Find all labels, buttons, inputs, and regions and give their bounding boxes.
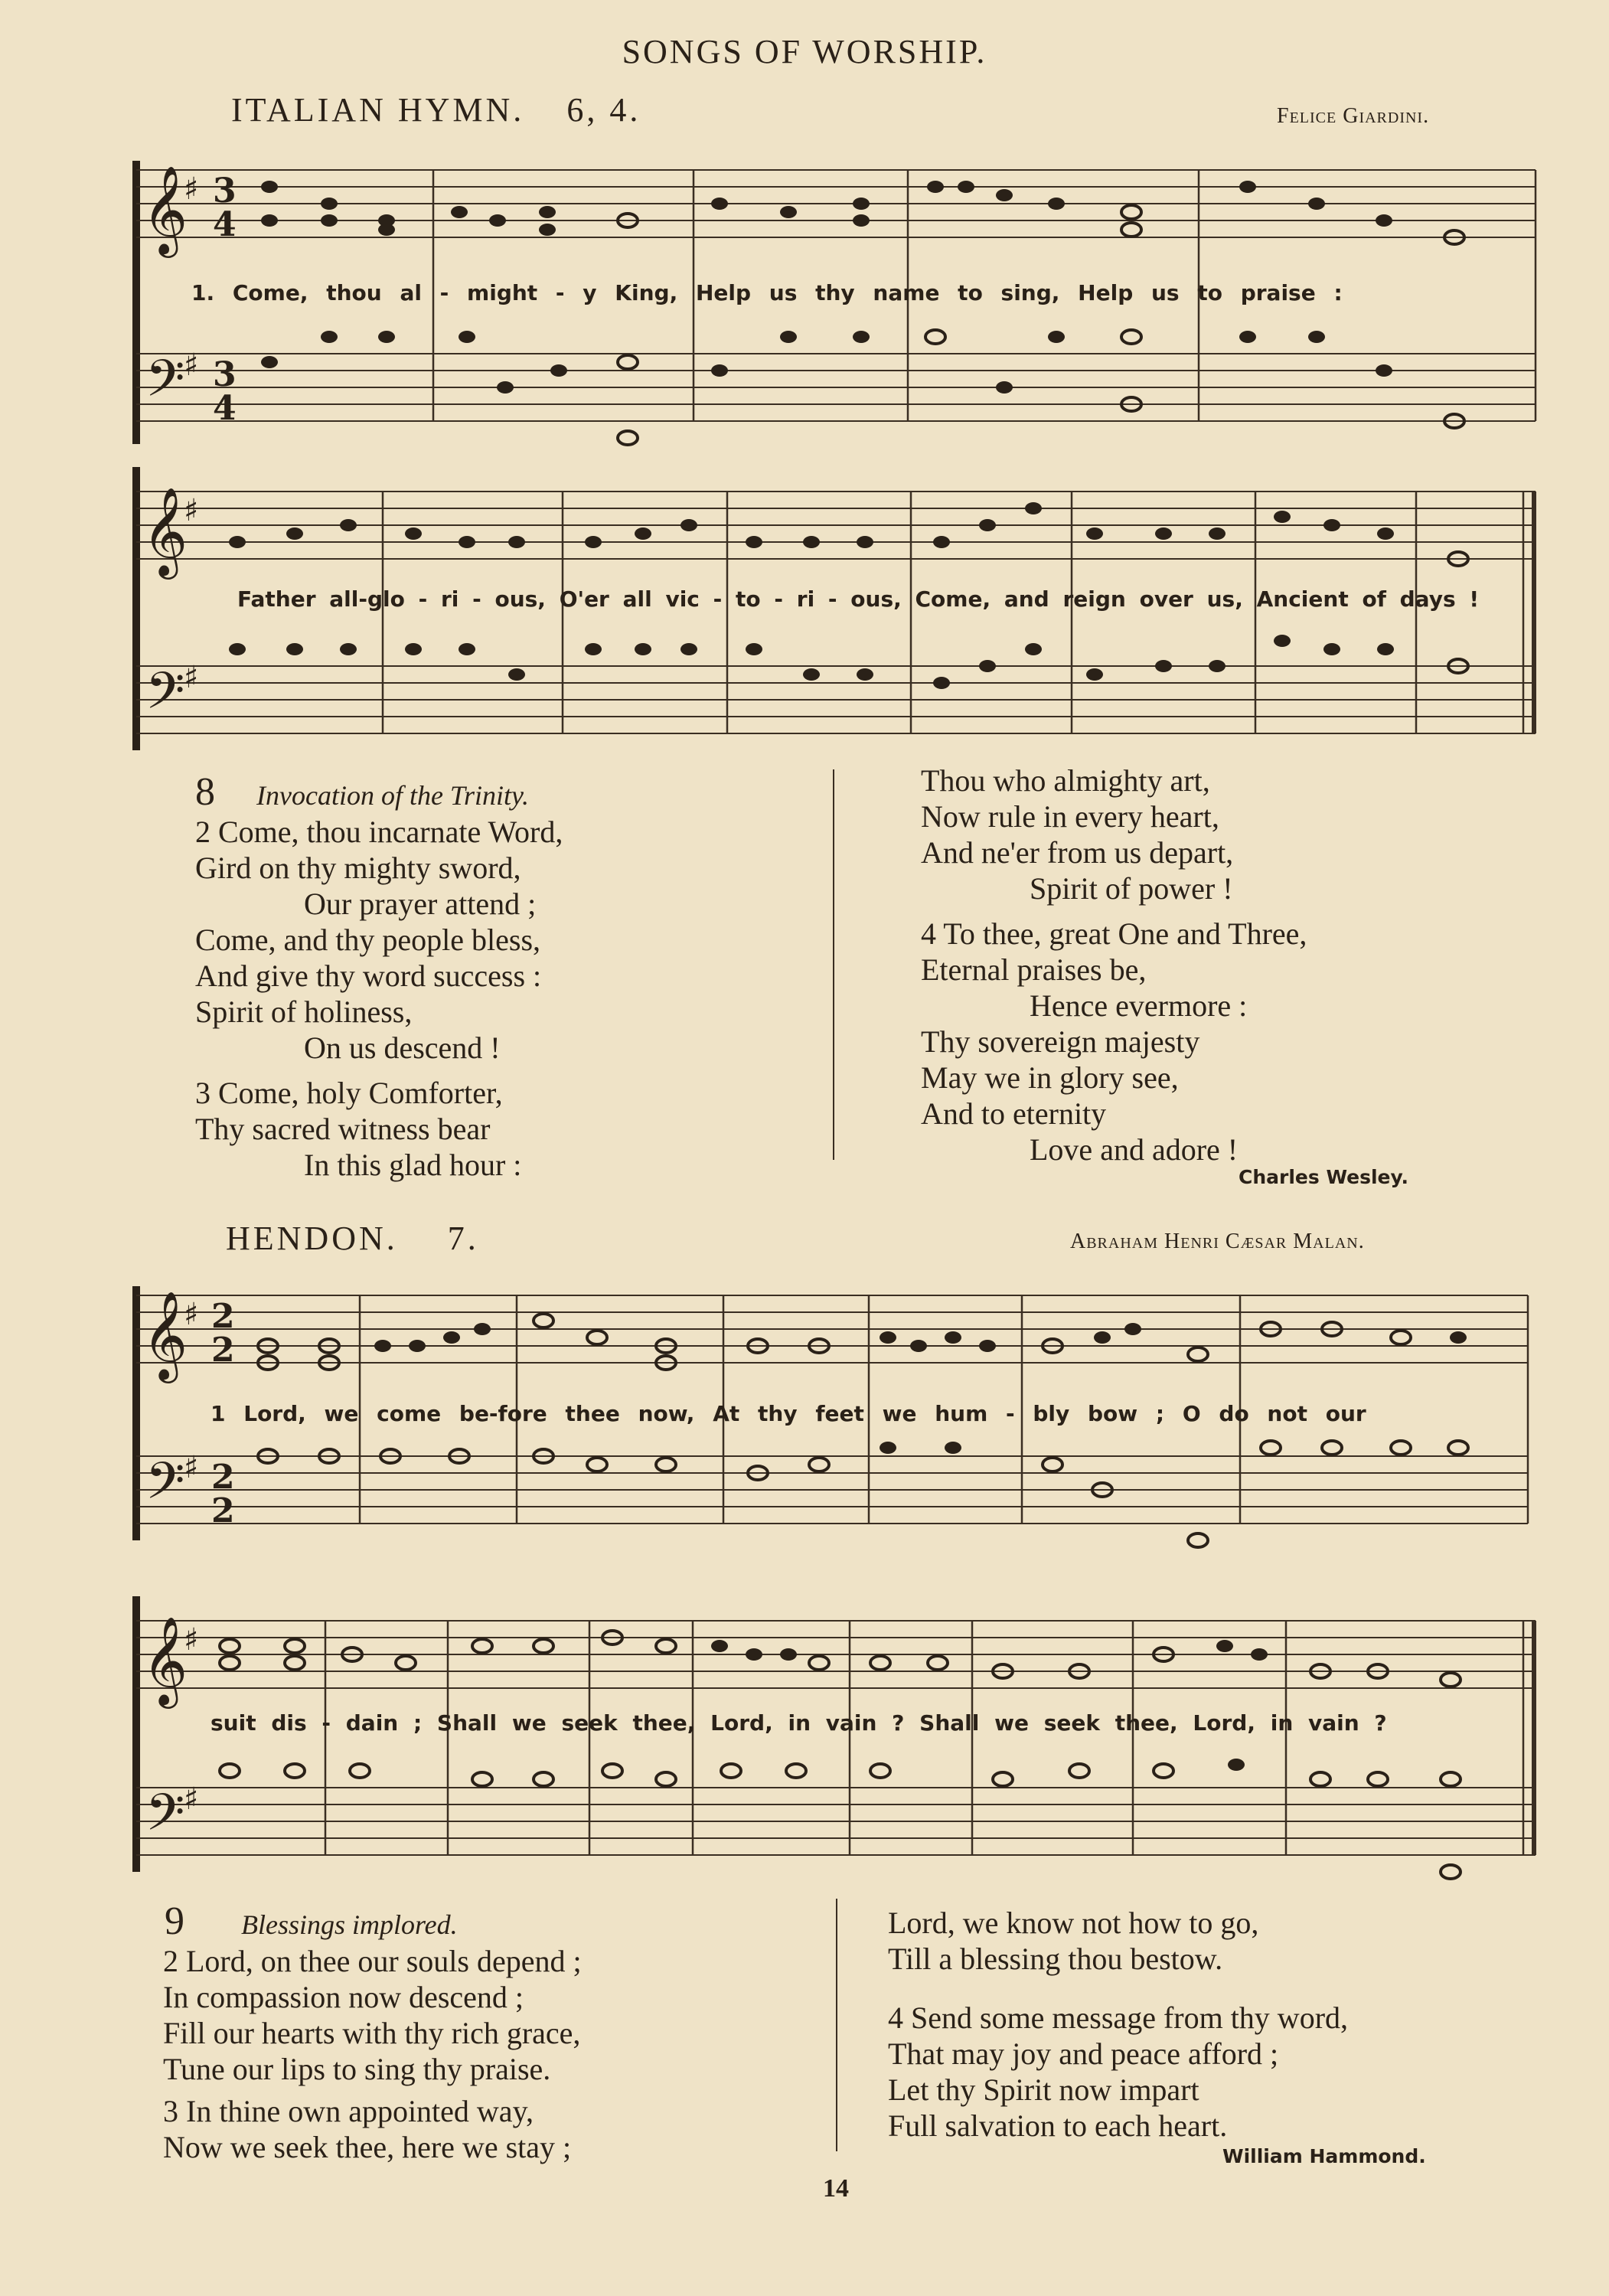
verse-line: Spirit of holiness, — [195, 994, 413, 1029]
verse-line: Now rule in every heart, — [921, 799, 1219, 834]
verse-column-right — [888, 1905, 1348, 2144]
time-signature-bottom: 4 — [213, 205, 237, 244]
notes — [220, 1631, 1461, 1879]
verse-line: In this glad hour : — [304, 1148, 522, 1182]
verse-line: Thou who almighty art, — [921, 763, 1210, 798]
hymn-number: 8 — [195, 770, 215, 814]
verse-line: Eternal praises be, — [921, 952, 1147, 987]
verse-column-left — [163, 1943, 582, 2165]
time-signature-bottom: 4 — [213, 389, 237, 428]
sharp-icon: ♯ — [184, 493, 199, 528]
sharp-icon: ♯ — [184, 1622, 199, 1657]
verse-line: Full salvation to each heart. — [888, 2108, 1228, 2143]
treble-clef-icon: 𝄞 — [142, 1290, 188, 1380]
verse-line: Fill our hearts with thy rich grace, — [163, 2016, 581, 2050]
lyrics-line-1: 1 Lord, we come be-fore thee now, At thy feet we hum - bly bow ; O do not our — [211, 1401, 1366, 1426]
verse-column-left — [195, 814, 563, 1183]
column-divider — [833, 769, 834, 1160]
time-signature-top: 3 — [213, 355, 237, 394]
barlines — [325, 1621, 1534, 1855]
verse-line: Come, and thy people bless, — [195, 923, 541, 957]
composer-credit: Felice Giardini. — [1277, 104, 1430, 128]
running-head: SONGS OF WORSHIP. — [622, 33, 987, 70]
bass-staff — [136, 1788, 1536, 1855]
verse-line: And ne'er from us depart, — [921, 835, 1234, 870]
tune-meter: 6, 4. — [566, 91, 641, 129]
hymn-8-header — [195, 769, 529, 815]
hymn-9-header — [165, 1899, 458, 1944]
time-signature-bottom: 2 — [211, 1491, 235, 1530]
verse-line: Lord, we know not how to go, — [888, 1906, 1259, 1940]
author-credit: William Hammond. — [1222, 2145, 1426, 2167]
bass-staff — [136, 666, 1536, 733]
sharp-icon: ♯ — [184, 171, 199, 207]
bass-clef-icon: 𝄢 — [145, 661, 185, 733]
composer-credit: Abraham Henri Cæsar Malan. — [1070, 1230, 1365, 1253]
treble-clef-icon: 𝄞 — [142, 486, 188, 576]
music-system-2 — [0, 459, 1609, 766]
verse-line: 4 To thee, great One and Three, — [921, 916, 1307, 951]
tune-meter: 7. — [447, 1220, 479, 1257]
verse-line: Till a blessing thou bestow. — [888, 1942, 1223, 1976]
time-signature-top: 2 — [211, 1297, 235, 1336]
treble-clef-icon: 𝄞 — [142, 1615, 188, 1705]
treble-clef-icon: 𝄞 — [142, 165, 188, 254]
notes — [258, 1314, 1468, 1547]
sharp-icon: ♯ — [184, 1450, 199, 1485]
verse-line: 2 Come, thou incarnate Word, — [195, 815, 563, 849]
verse-line: Love and adore ! — [1030, 1132, 1239, 1167]
music-system-4 — [0, 1589, 1609, 1895]
column-divider — [836, 1899, 837, 2151]
bass-staff — [136, 354, 1536, 421]
verse-line: And give thy word success : — [195, 959, 542, 993]
time-signature-top: 2 — [211, 1458, 235, 1497]
verse-line: Tune our lips to sing thy praise. — [163, 2052, 551, 2086]
verse-line: May we in glory see, — [921, 1060, 1179, 1095]
tune-title-italian-hymn — [231, 90, 641, 129]
tune-name: HENDON. — [226, 1220, 398, 1257]
verse-line: Thy sacred witness bear — [195, 1112, 491, 1146]
tune-title-hendon — [226, 1219, 479, 1258]
verse-line: Gird on thy mighty sword, — [195, 851, 521, 885]
verse-line: Let thy Spirit now impart — [888, 2072, 1199, 2107]
bass-staff — [136, 1456, 1528, 1524]
time-signature-bottom: 2 — [211, 1331, 235, 1370]
bass-clef-icon: 𝄢 — [145, 1452, 185, 1523]
author-credit: Charles Wesley. — [1239, 1166, 1408, 1188]
verse-line: Spirit of power ! — [1030, 871, 1233, 906]
verse-line: And to eternity — [921, 1096, 1107, 1131]
treble-staff — [136, 1295, 1528, 1363]
time-signature-top: 3 — [213, 171, 237, 211]
verse-column-right — [921, 763, 1307, 1168]
lyrics-line-2: suit dis - dain ; Shall we seek thee, Lord, in vain ? Shall we seek thee, Lord, in vain ? — [211, 1710, 1387, 1736]
verse-line: Now we seek thee, here we stay ; — [163, 2130, 572, 2164]
hymn-heading: Invocation of the Trinity. — [256, 780, 529, 811]
page-number: 14 — [823, 2174, 849, 2203]
sharp-icon: ♯ — [184, 1782, 199, 1817]
verse-line: Thy sovereign majesty — [921, 1024, 1200, 1059]
bass-clef-icon: 𝄢 — [145, 349, 185, 420]
verse-line: 2 Lord, on thee our souls depend ; — [163, 1944, 582, 1978]
verse-line: 3 Come, holy Comforter, — [195, 1076, 503, 1110]
verse-line: In compassion now descend ; — [163, 1980, 524, 2014]
sharp-icon: ♯ — [184, 1297, 199, 1332]
verse-line: 3 In thine own appointed way, — [163, 2094, 534, 2128]
verse-line: Our prayer attend ; — [304, 887, 537, 921]
lyrics-line-2: Father all-glo - ri - ous, O'er all vic - to - ri - ous, Come, and reign over us, Ancient of days ! — [237, 586, 1480, 612]
verse-line: 4 Send some message from thy word, — [888, 2000, 1349, 2035]
sharp-icon: ♯ — [184, 348, 199, 383]
sharp-icon: ♯ — [184, 660, 199, 695]
tune-name: ITALIAN HYMN. — [231, 91, 525, 129]
barlines — [383, 492, 1534, 733]
verse-line: That may joy and peace afford ; — [888, 2036, 1279, 2071]
hymn-number: 9 — [165, 1899, 184, 1943]
lyrics-line-1: 1. Come, thou al - might - y King, Help us thy name to sing, Help us to praise : — [191, 280, 1343, 305]
treble-staff — [136, 170, 1536, 237]
verse-line: On us descend ! — [304, 1030, 501, 1065]
verse-line: Hence evermore : — [1030, 988, 1248, 1023]
bass-clef-icon: 𝄢 — [145, 1783, 185, 1854]
hymn-heading: Blessings implored. — [241, 1909, 458, 1940]
